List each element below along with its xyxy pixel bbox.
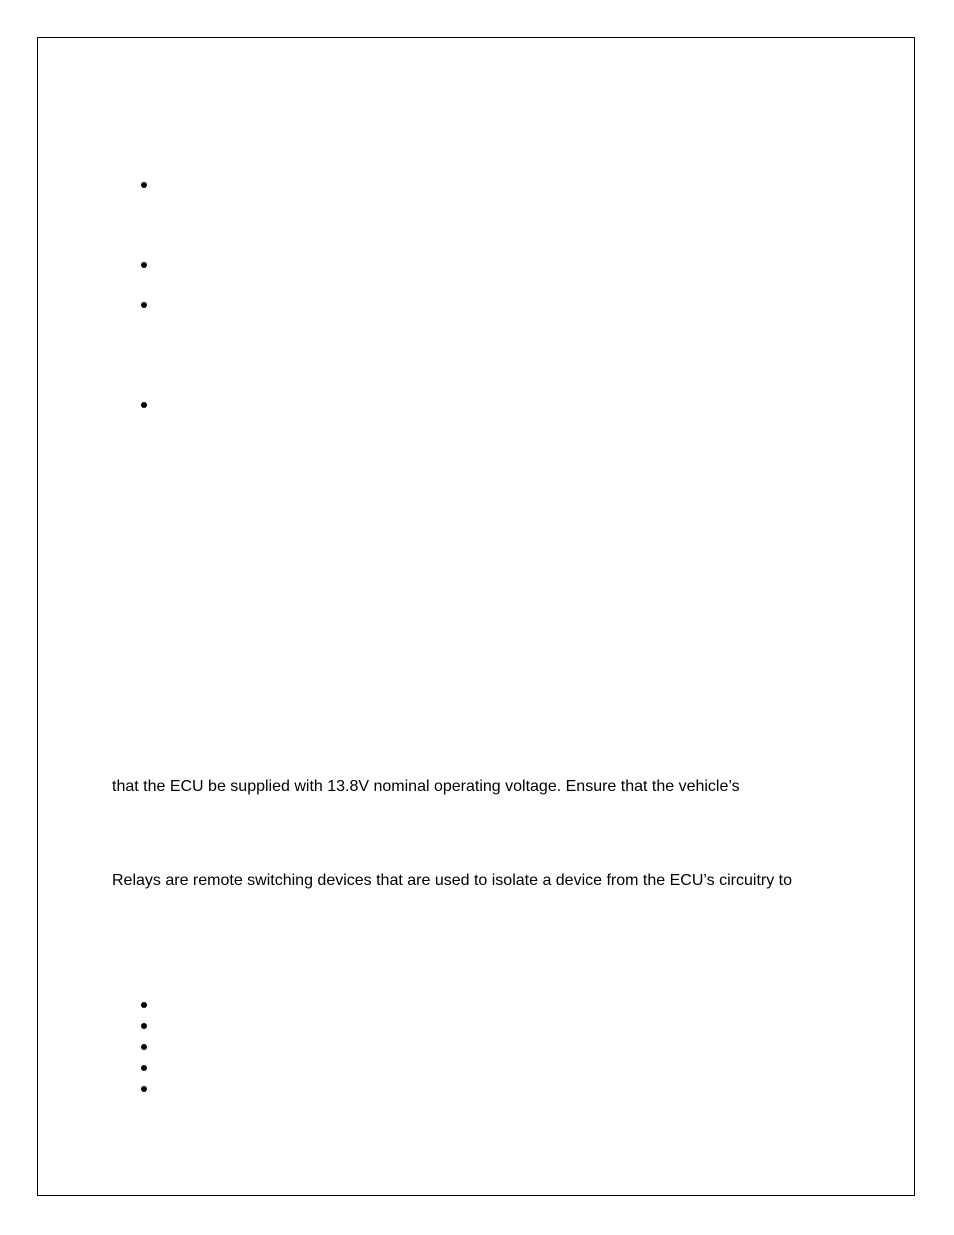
list-bullet (140, 181, 148, 189)
list-bullet (140, 1085, 148, 1093)
list-bullet (140, 1022, 148, 1030)
list-bullet (140, 1064, 148, 1072)
list-bullet (140, 1001, 148, 1009)
relays-paragraph-line: Relays are remote switching devices that are used to isolate a device from the ECU’s circuitry to (112, 872, 792, 889)
voltage-paragraph-line: that the ECU be supplied with 13.8V nominal operating voltage. Ensure that the vehicle’s (112, 778, 740, 795)
list-bullet (140, 1043, 148, 1051)
list-bullet (140, 301, 148, 309)
page-border (37, 37, 915, 1196)
list-bullet (140, 261, 148, 269)
list-bullet (140, 401, 148, 409)
